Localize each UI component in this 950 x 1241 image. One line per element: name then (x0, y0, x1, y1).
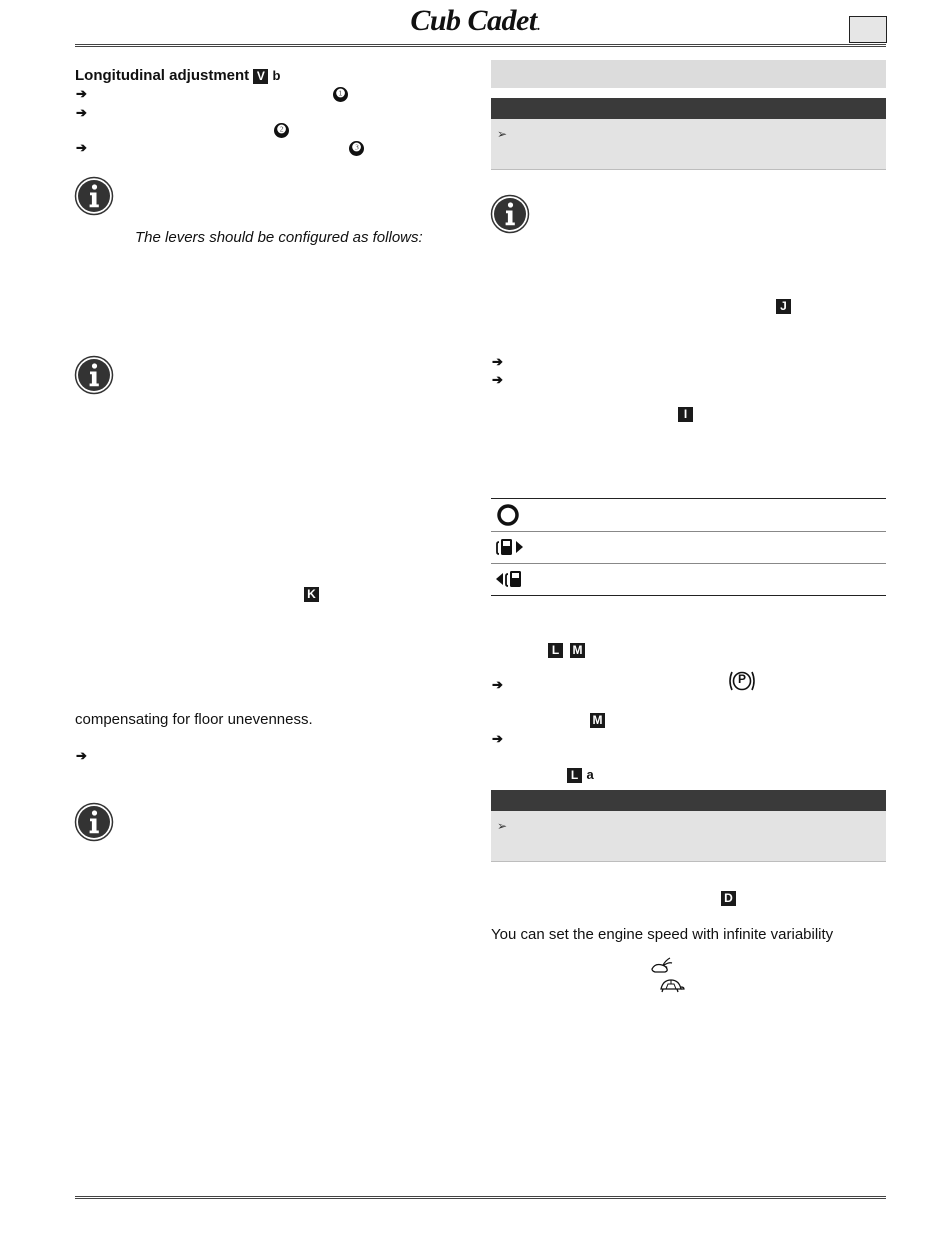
notice-marker: ➢ (497, 127, 508, 141)
bullet-arrow-4: ➔ (76, 748, 87, 763)
footer-rule (75, 1196, 886, 1199)
info-icon (490, 194, 530, 234)
notice-marker-2: ➢ (497, 819, 508, 833)
bullet-arrow-2: ➔ (76, 105, 87, 120)
brand-logo: Cub Cadet. (410, 4, 540, 37)
table-top-rule (491, 498, 886, 499)
callout-2: ❷ (274, 123, 289, 138)
section-title-bar (491, 60, 886, 88)
figure-label-l-2: L (567, 768, 582, 783)
fuel-off-icon (495, 568, 525, 590)
figure-label-l: L (548, 643, 563, 658)
figure-suffix-b: b (272, 68, 281, 83)
figure-label-i: I (678, 407, 693, 422)
bullet-arrow-1: ➔ (76, 86, 87, 101)
page-number-box (849, 16, 887, 43)
warning-header-bar-2 (491, 790, 886, 811)
info-icon (74, 176, 114, 216)
table-bottom-rule (491, 595, 886, 596)
figure-label-j: J (776, 299, 791, 314)
warning-box-2 (491, 811, 886, 862)
section-heading (75, 67, 280, 84)
logo-dot: . (536, 19, 540, 34)
fuel-on-icon (495, 536, 525, 558)
figure-label-d: D (721, 891, 736, 906)
bullet-arrow-7: ➔ (492, 677, 503, 692)
figure-label-k: K (304, 587, 319, 602)
rabbit-icon (649, 955, 673, 975)
figure-label-v: V (253, 69, 268, 84)
heading-text: Longitudinal adjustment (75, 67, 250, 84)
figure-label-m: M (570, 643, 585, 658)
levers-note: The levers should be configured as follows: (135, 229, 423, 246)
figure-suffix-a: a (586, 767, 594, 782)
info-icon (74, 802, 114, 842)
turtle-icon (657, 978, 685, 994)
bullet-arrow-5: ➔ (492, 354, 503, 369)
bullet-arrow-6: ➔ (492, 372, 503, 387)
info-icon (74, 355, 114, 395)
bullet-arrow-8: ➔ (492, 731, 503, 746)
parking-symbol-letter: P (737, 672, 746, 686)
engine-speed-text: You can set the engine speed with infinite variability (491, 926, 834, 943)
figure-ref-l-a (567, 766, 594, 784)
figure-label-m-2: M (590, 713, 605, 728)
callout-3: ❸ (349, 141, 364, 156)
table-row-rule (491, 531, 886, 532)
ring-icon (496, 503, 520, 527)
callout-1: ❶ (333, 87, 348, 102)
header-rule (75, 44, 886, 47)
warning-box (491, 119, 886, 170)
floor-text: compensating for floor unevenness. (75, 711, 313, 728)
parking-brake-icon (727, 668, 757, 694)
warning-header-bar (491, 98, 886, 119)
table-row-rule (491, 563, 886, 564)
bullet-arrow-3: ➔ (76, 140, 87, 155)
